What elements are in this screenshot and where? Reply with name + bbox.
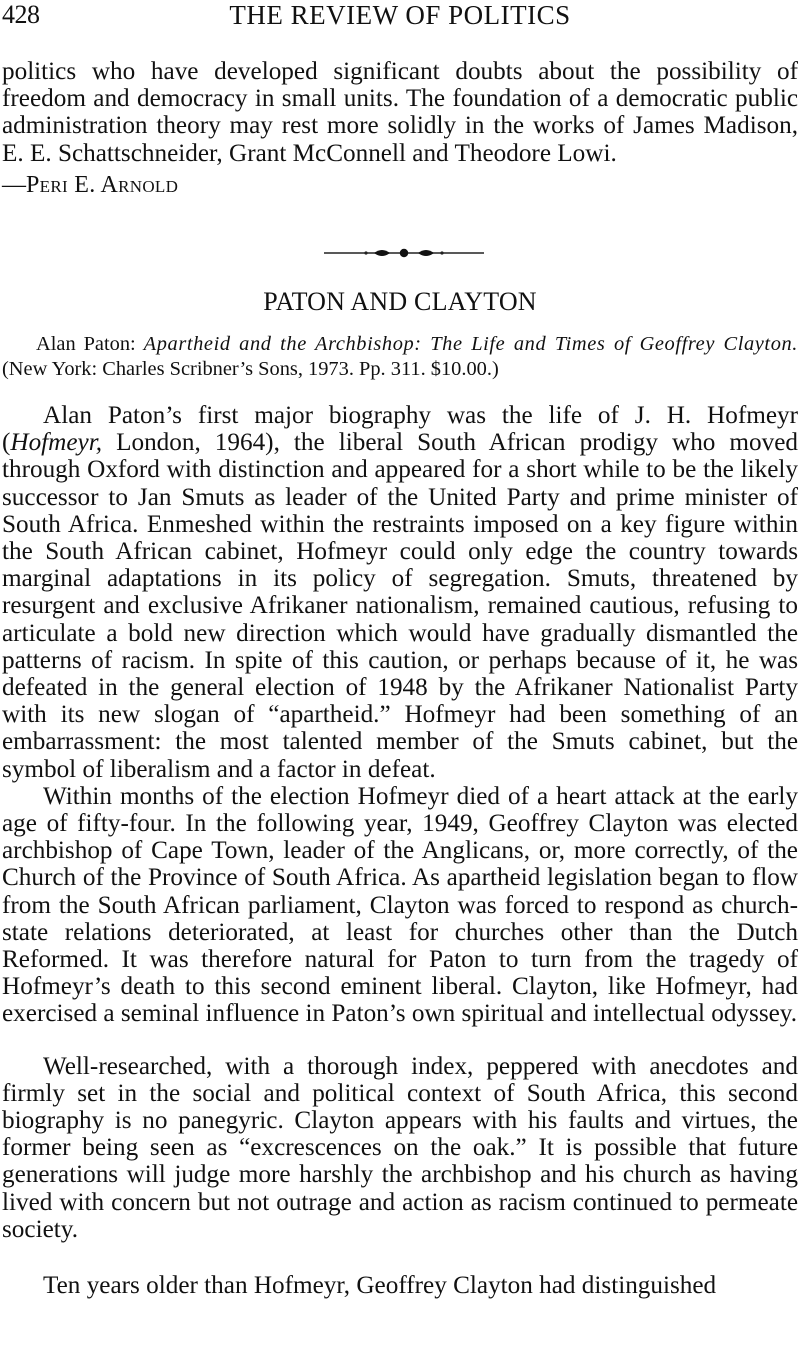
book-author: Alan Paton: [36, 333, 144, 355]
paragraph-text: London, 1964), the liberal South African prodigy who moved through Oxford with distinction and appeared for a short while to be the likely successor to Jan Smuts as leader of the United Party and prime minister of South Africa. Enmeshed within the restraints imposed on a key figure within the South African cabinet, Hofmeyr could only edge the country towards marginal adaptations in its policy of segregation. Smuts, threatened by resurgent and exclusive Afrikaner nationalism, remained cautious, refusing to articulate a bold new direction which would have gradually dismantled the patterns of racism. In spite of this caution, or perhaps because of it, he was defeated in the general election of 1948 by the Afrikaner Nationalist Party with its new slogan of “apartheid.” Hofmeyr had been something of an embarrassment: the most talented member of the Smuts cabinet, but the symbol of liberalism and a factor in defeat. [2, 429, 798, 783]
journal-title: THE REVIEW OF POLITICS [229, 0, 571, 30]
paragraph-spacer [2, 1028, 798, 1053]
paragraph-spacer [2, 1243, 798, 1272]
paragraph-4: Ten years older than Hofmeyr, Geoffrey Clayton had distinguished [43, 1272, 717, 1300]
paragraph-2: Within months of the election Hofmeyr died of a heart attack at the early age of fifty-four. In the following year, 1949, Geoffrey Clayton was elected archbishop of Cape Town, leader of the Anglicans, or, more correctly, of the Church of the Province of South Africa. As apartheid legislation began to flow from the South African parliament, Clayton was forced to respond as church-state relations deteriorated, at least for churches other than the Dutch Reformed. It was therefore natural for Paton to turn from the tragedy of Hofmeyr’s death to this second eminent liberal. Clayton, like Hofmeyr, had exercised a seminal influence in Paton’s own spiritual and intellectual odyssey. [2, 782, 798, 1028]
signature-dash: — [2, 171, 26, 198]
running-head [2, 0, 798, 40]
cited-book-title: Hofmeyr, [10, 429, 103, 457]
paragraph-1 [2, 402, 798, 783]
reviewer-name: Peri E. Arnold [26, 171, 179, 198]
review-body [2, 402, 798, 1299]
journal-page [2, 0, 798, 1300]
reviewer-signature [2, 172, 798, 199]
review-title: PATON AND CLAYTON [263, 287, 537, 316]
page-number: 428 [2, 0, 40, 29]
section-divider-ornament-icon [324, 246, 484, 260]
book-citation [2, 332, 798, 382]
paragraph-text: Alan Paton’s first major biography was the life of J. H. Hofmeyr ( [2, 402, 798, 457]
paragraph-3: Well-researched, with a thorough index, peppered with anecdotes and firmly set in the social and political context of South Africa, this second biography is no panegyric. Clayton appears with his faults and virtues, the former being seen as “excrescences on the oak.” It is possible that future generations will judge more harshly the archbishop and his church as having lived with concern but not outrage and action as racism continued to permeate society. [2, 1052, 798, 1243]
book-title: Apartheid and the Archbishop: The Life and Times of Geoffrey Clayton. [143, 333, 798, 355]
publication-details: (New York: Charles Scribner’s Sons, 1973. Pp. 311. $10.00.) [2, 358, 499, 380]
previous-review-ending [2, 58, 798, 199]
previous-review-paragraph: politics who have developed significant doubts about the possibility of freedom and democracy in small units. The foundation of a democratic public administration theory may rest more solidly in the works of James Madison, E. E. Schattschneider, Grant McConnell and Theodore Lowi. [2, 58, 798, 167]
